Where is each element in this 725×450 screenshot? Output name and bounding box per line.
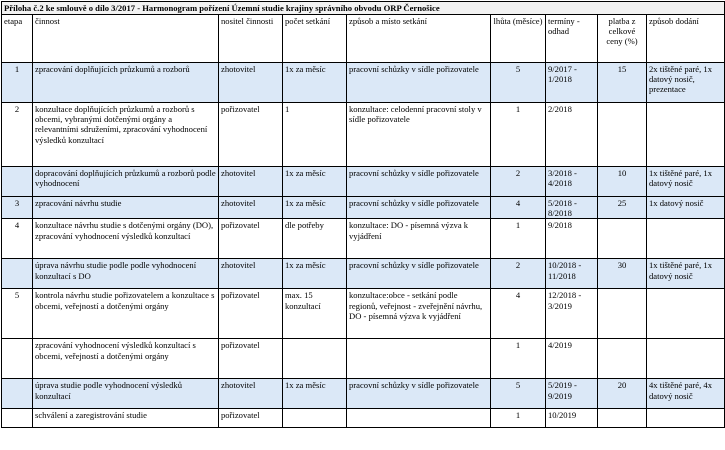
cell-cinnost: zpracování doplňujících průzkumů a rozborů xyxy=(33,63,219,103)
cell-misto: konzultace: celodenní pracovní stoly v sídle pořizovatele xyxy=(347,103,491,167)
table-row xyxy=(2,167,725,197)
cell-platba: 15 xyxy=(598,63,647,103)
header-platba: platba z celkové ceny (%) xyxy=(598,15,647,63)
cell-terminy: 3/2018 - 4/2018 xyxy=(546,167,598,197)
cell-etapa: 4 xyxy=(2,219,33,259)
cell-nositel: zhotovitel xyxy=(219,63,283,103)
cell-etapa: 3 xyxy=(2,197,33,219)
cell-lhuta: 5 xyxy=(491,63,546,103)
cell-terminy: 10/2018 - 11/2018 xyxy=(546,259,598,289)
cell-pocet: 1x za měsíc xyxy=(283,379,347,409)
cell-lhuta: 4 xyxy=(491,197,546,219)
cell-nositel: pořizovatel xyxy=(219,289,283,339)
cell-etapa xyxy=(2,259,33,289)
cell-lhuta: 1 xyxy=(491,339,546,379)
cell-pocet xyxy=(283,339,347,379)
table-row xyxy=(2,259,725,289)
cell-nositel: zhotovitel xyxy=(219,167,283,197)
header-terminy: termíny - odhad xyxy=(546,15,598,63)
cell-lhuta: 5 xyxy=(491,379,546,409)
cell-nositel: pořizovatel xyxy=(219,339,283,379)
cell-misto xyxy=(347,409,491,428)
cell-nositel: zhotovitel xyxy=(219,379,283,409)
cell-terminy: 5/2018 - 8/2018 xyxy=(546,197,598,219)
cell-cinnost: schválení a zaregistrování studie xyxy=(33,409,219,428)
cell-cinnost: konzultace doplňujících průzkumů a rozborů s obcemi, vybranými dotčenými orgány a relevantními sdruženími, zpracování vyhodnocení výsledků konzultací xyxy=(33,103,219,167)
cell-etapa xyxy=(2,409,33,428)
cell-pocet: 1x za měsíc xyxy=(283,63,347,103)
cell-pocet: 1 xyxy=(283,103,347,167)
cell-lhuta: 4 xyxy=(491,289,546,339)
cell-dodani: 1x tištěné paré, 1x datový nosič xyxy=(647,259,725,289)
cell-platba: 25 xyxy=(598,197,647,219)
cell-cinnost: zpracování návrhu studie xyxy=(33,197,219,219)
cell-cinnost: konzultace návrhu studie s dotčenými orgány (DO), zpracování vyhodnocení výsledků konzultací xyxy=(33,219,219,259)
schedule-table xyxy=(1,1,725,428)
cell-lhuta: 1 xyxy=(491,409,546,428)
header-zpusob-misto: způsob a místo setkání xyxy=(347,15,491,63)
cell-platba: 10 xyxy=(598,167,647,197)
header-lhuta: lhůta (měsíce) xyxy=(491,15,546,63)
cell-platba: 30 xyxy=(598,259,647,289)
schedule-document xyxy=(1,1,724,428)
cell-terminy: 12/2018 - 3/2019 xyxy=(546,289,598,339)
cell-misto: pracovní schůzky v sídle pořizovatele xyxy=(347,63,491,103)
cell-lhuta: 2 xyxy=(491,259,546,289)
cell-nositel: zhotovitel xyxy=(219,259,283,289)
header-nositel: nositel činnosti xyxy=(219,15,283,63)
cell-pocet: dle potřeby xyxy=(283,219,347,259)
cell-lhuta: 1 xyxy=(491,219,546,259)
cell-etapa: 2 xyxy=(2,103,33,167)
cell-dodani xyxy=(647,103,725,167)
cell-dodani xyxy=(647,339,725,379)
header-etapa: etapa xyxy=(2,15,33,63)
cell-platba xyxy=(598,409,647,428)
cell-terminy: 5/2019 - 9/2019 xyxy=(546,379,598,409)
cell-misto: konzultace:obce - setkání podle regionů, veřejnost - zveřejnění návrhu, DO - písemná výzva k vyjádření xyxy=(347,289,491,339)
cell-dodani xyxy=(647,409,725,428)
cell-terminy: 9/2018 xyxy=(546,219,598,259)
table-header-row xyxy=(2,15,725,63)
cell-pocet: 1x za měsíc xyxy=(283,259,347,289)
cell-platba xyxy=(598,289,647,339)
cell-platba: 20 xyxy=(598,379,647,409)
cell-dodani: 4x tištěné paré, 4x datový nosič xyxy=(647,379,725,409)
cell-misto: pracovní schůzky v sídle pořizovatele xyxy=(347,259,491,289)
cell-misto: pracovní schůzky v sídle pořizovatele xyxy=(347,197,491,219)
cell-etapa: 1 xyxy=(2,63,33,103)
cell-cinnost: úprava návrhu studie podle podle vyhodnocení konzultací s DO xyxy=(33,259,219,289)
cell-platba xyxy=(598,103,647,167)
cell-lhuta: 2 xyxy=(491,167,546,197)
cell-platba xyxy=(598,219,647,259)
cell-nositel: zhotovitel xyxy=(219,197,283,219)
cell-cinnost: zpracování vyhodnocení výsledků konzultací s obcemi, veřejností a dotčenými orgány xyxy=(33,339,219,379)
cell-nositel: pořizovatel xyxy=(219,103,283,167)
cell-nositel: pořizovatel xyxy=(219,409,283,428)
cell-platba xyxy=(598,339,647,379)
cell-etapa xyxy=(2,339,33,379)
cell-pocet: 1x za měsíc xyxy=(283,167,347,197)
cell-dodani: 1x tištěné paré, 1x datový nosič xyxy=(647,167,725,197)
cell-cinnost: kontrola návrhu studie pořizovatelem a konzultace s obcemi, veřejností a dotčenými orgány xyxy=(33,289,219,339)
cell-misto: pracovní schůzky v sídle pořizovatele xyxy=(347,379,491,409)
cell-misto: pracovní schůzky v sídle pořizovatele xyxy=(347,167,491,197)
document-title: Příloha č.2 ke smlouvě o dílo 3/2017 - Harmonogram pořízení Územní studie krajiny správního obvodu ORP Černošice xyxy=(2,2,725,15)
cell-etapa xyxy=(2,167,33,197)
table-row xyxy=(2,219,725,259)
header-pocet: počet setkání xyxy=(283,15,347,63)
cell-terminy: 4/2019 xyxy=(546,339,598,379)
cell-etapa xyxy=(2,379,33,409)
table-row xyxy=(2,63,725,103)
cell-terminy: 10/2019 xyxy=(546,409,598,428)
table-row xyxy=(2,103,725,167)
cell-cinnost: úprava studie podle vyhodnocení výsledků konzultací xyxy=(33,379,219,409)
cell-misto: konzultace: DO - písemná výzva k vyjádření xyxy=(347,219,491,259)
cell-dodani xyxy=(647,289,725,339)
cell-lhuta: 1 xyxy=(491,103,546,167)
header-cinnost: činnost xyxy=(33,15,219,63)
cell-terminy: 2/2018 xyxy=(546,103,598,167)
cell-dodani xyxy=(647,219,725,259)
cell-pocet: max. 15 konzultací xyxy=(283,289,347,339)
table-row xyxy=(2,197,725,219)
table-row xyxy=(2,289,725,339)
cell-pocet: 1x za měsíc xyxy=(283,197,347,219)
table-row xyxy=(2,339,725,379)
cell-cinnost: dopracování doplňujících průzkumů a rozborů podle vyhodnocení xyxy=(33,167,219,197)
cell-misto xyxy=(347,339,491,379)
cell-dodani: 1x datový nosič xyxy=(647,197,725,219)
cell-terminy: 9/2017 - 1/2018 xyxy=(546,63,598,103)
table-row xyxy=(2,379,725,409)
cell-pocet xyxy=(283,409,347,428)
header-dodani: způsob dodání xyxy=(647,15,725,63)
cell-dodani: 2x tištěné paré, 1x datový nosič, prezentace xyxy=(647,63,725,103)
cell-nositel: pořizovatel xyxy=(219,219,283,259)
cell-etapa: 5 xyxy=(2,289,33,339)
table-row xyxy=(2,409,725,428)
